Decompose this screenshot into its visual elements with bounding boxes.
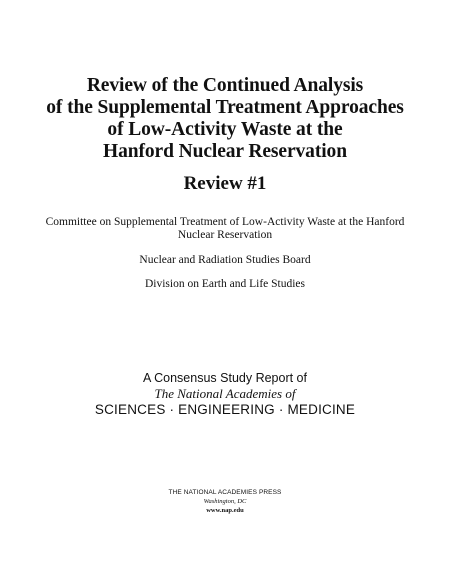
title-line-3: of Low-Activity Waste at the bbox=[107, 119, 343, 140]
committee-line-1: Committee on Supplemental Treatment of Low-Activity Waste at the Hanford bbox=[45, 216, 405, 228]
report-title bbox=[0, 75, 450, 163]
publisher-url: www.nap.edu bbox=[206, 507, 244, 514]
board-name: Nuclear and Radiation Studies Board bbox=[139, 254, 311, 266]
academies-of-label: The National Academies of bbox=[154, 386, 296, 401]
publisher-city: Washington, DC bbox=[203, 498, 247, 505]
engineering-word: ENGINEERING bbox=[178, 402, 275, 417]
separator-dot-1: · bbox=[169, 402, 175, 417]
academies-logo-text bbox=[0, 402, 450, 418]
title-line-2: of the Supplemental Treatment Approaches bbox=[46, 97, 404, 118]
separator-dot-2: · bbox=[278, 402, 284, 417]
medicine-word: MEDICINE bbox=[287, 402, 356, 417]
review-number: Review #1 bbox=[183, 173, 267, 194]
publisher-name: THE NATIONAL ACADEMIES PRESS bbox=[168, 489, 282, 496]
consensus-label: A Consensus Study Report of bbox=[143, 371, 307, 385]
sciences-word: SCIENCES bbox=[94, 402, 166, 417]
division-name: Division on Earth and Life Studies bbox=[144, 278, 306, 290]
title-line-4: Hanford Nuclear Reservation bbox=[103, 141, 347, 162]
committee-name bbox=[0, 216, 450, 242]
committee-line-2: Nuclear Reservation bbox=[177, 229, 273, 241]
title-line-1: Review of the Continued Analysis bbox=[86, 75, 364, 96]
